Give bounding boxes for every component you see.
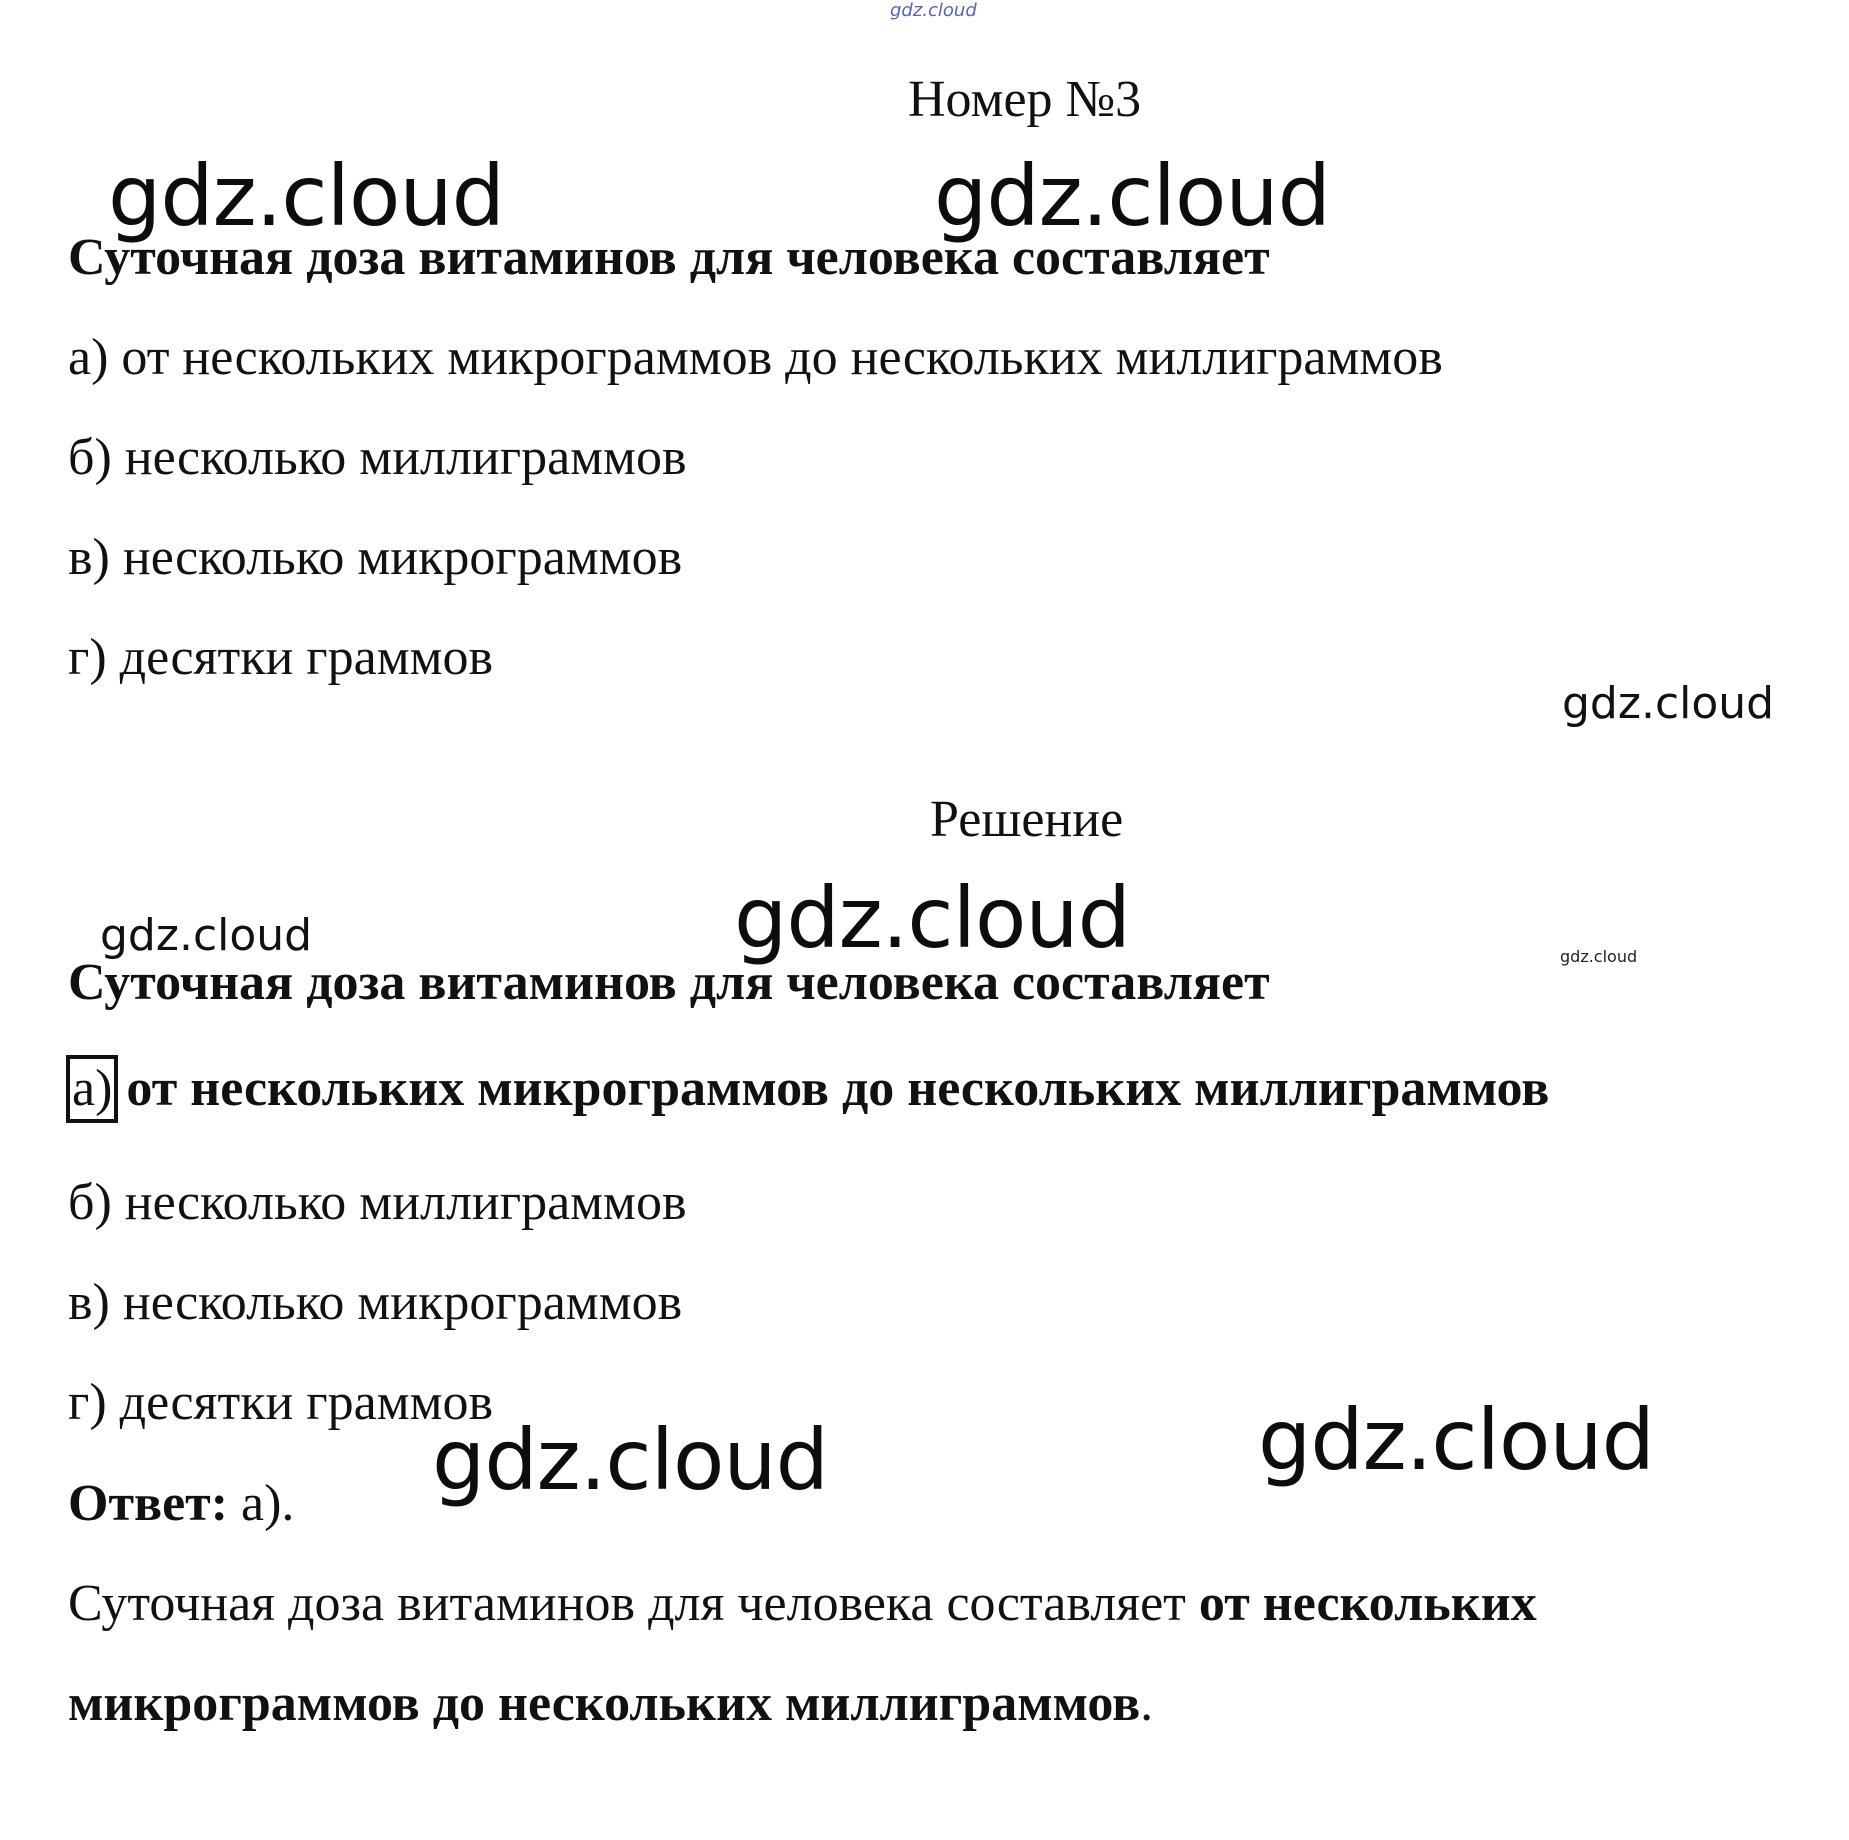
- explanation-bold-1: от нескольких: [1198, 1575, 1537, 1632]
- watermark-small: gdz.cloud: [1560, 947, 1638, 966]
- selected-option-marker: а): [66, 1055, 118, 1123]
- watermark: gdz.cloud: [108, 147, 504, 245]
- watermark: gdz.cloud: [100, 910, 313, 961]
- selected-option-text: от нескольких микрограммов до нескольких миллиграммов: [126, 1060, 1550, 1117]
- question-heading: Суточная доза витаминов для человека составляет: [68, 229, 1270, 286]
- option-a: а) от нескольких микрограммов до нескольких миллиграммов: [68, 329, 1443, 386]
- watermark-top: gdz.cloud: [890, 0, 977, 21]
- solution-option-c: в) несколько микрограммов: [68, 1274, 683, 1331]
- watermark: gdz.cloud: [1258, 1391, 1654, 1489]
- explanation-bold-2: микрограммов до нескольких миллиграммов: [68, 1675, 1141, 1732]
- explanation-prefix: Суточная доза витаминов для человека составляет: [68, 1575, 1199, 1632]
- answer-line: [68, 1474, 294, 1534]
- solution-title: Решение: [930, 791, 1124, 848]
- watermark: gdz.cloud: [934, 147, 1330, 245]
- option-b: б) несколько миллиграммов: [68, 429, 687, 486]
- solution-option-d: г) десятки граммов: [68, 1374, 494, 1431]
- explanation-suffix: .: [1140, 1675, 1154, 1732]
- solution-question: Суточная доза витаминов для человека составляет: [68, 954, 1270, 1011]
- option-c: в) несколько микрограммов: [68, 529, 683, 586]
- watermark: gdz.cloud: [1562, 678, 1775, 729]
- option-d: г) десятки граммов: [68, 629, 494, 686]
- answer-label: Ответ:: [68, 1475, 229, 1532]
- solution-option-b: б) несколько миллиграммов: [68, 1174, 687, 1231]
- task-title: Номер №3: [908, 71, 1142, 128]
- selected-option: [66, 1055, 1549, 1123]
- explanation-line-2: [68, 1674, 1153, 1734]
- answer-value: а).: [228, 1475, 295, 1532]
- watermark: gdz.cloud: [734, 869, 1130, 967]
- explanation-line-1: [68, 1574, 1537, 1634]
- watermark: gdz.cloud: [432, 1411, 828, 1509]
